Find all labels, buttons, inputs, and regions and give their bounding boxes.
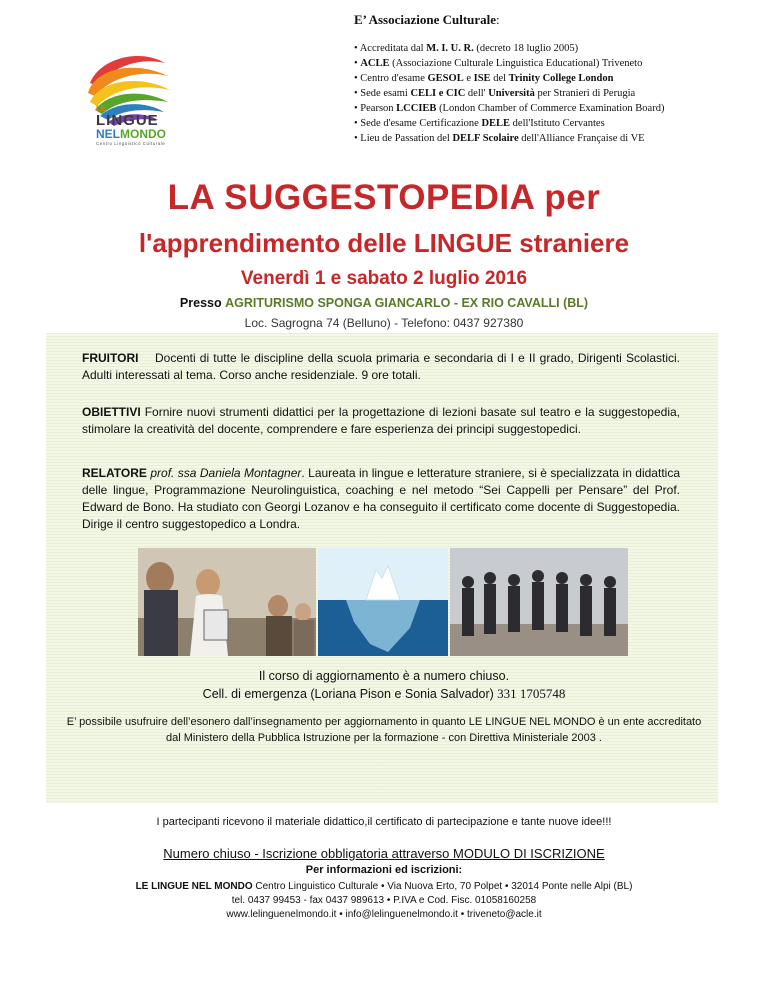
- group-circle-photo: [450, 548, 628, 656]
- course-closed-info: [0, 668, 768, 703]
- logo-le: LE: [96, 104, 107, 113]
- contact-line-3[interactable]: www.lelinguenelmondo.it • info@lelinguenelmondo.it • triveneto@acle.it: [226, 909, 542, 920]
- obiettivi-section: OBIETTIVI Fornire nuovi strumenti didattici per la progettazione di lezioni basate sul teatro e la suggestopedia, stimolare la creatività del docente, comprendere e fare esperienza dei principi suggestopedici.: [82, 405, 680, 436]
- list-item: • Centro d'esame GESOL e ISE del Trinity College London: [354, 73, 614, 84]
- registration-link[interactable]: Numero chiuso - Iscrizione obbligatoria attraverso MODULO DI ISCRIZIONE: [163, 846, 605, 861]
- event-title: LA SUGGESTOPEDIA per: [167, 178, 601, 217]
- list-item: • Sede d'esame Certificazione DELE dell'Istituto Cervantes: [354, 118, 605, 129]
- logo-mondo: MONDO: [120, 127, 166, 141]
- logo-nel: NEL: [96, 127, 120, 141]
- esonero-note: E’ possibile usufruire dell’esonero dall’insegnamento per aggiornamento in quanto LE LINGUE NEL MONDO è un ente accreditato dal Ministero della Pubblica Istruzione per la formazione - con Direttiva Ministeriale 2003 .: [66, 716, 702, 744]
- contact-line-1: LE LINGUE NEL MONDO Centro Linguistico Culturale • Via Nuova Erto, 70 Polpet • 32014 Ponte nelle Alpi (BL): [135, 881, 633, 892]
- contact-line-2: tel. 0437 99453 - fax 0437 989613 • P.IVA e Cod. Fisc. 01058160258: [231, 895, 537, 906]
- accreditation-list: [354, 41, 754, 146]
- classroom-photo: [138, 548, 316, 656]
- contact-info: [0, 880, 768, 922]
- logo-lingue: LINGUE: [96, 112, 159, 129]
- closed-line: Il corso di aggiornamento è a numero chiuso.: [258, 669, 510, 683]
- header: [0, 0, 768, 165]
- logo-nelmondo: [96, 128, 166, 141]
- logo-wordmark: [96, 104, 166, 146]
- event-address: Loc. Sagrogna 74 (Belluno) - Telefono: 0437 927380: [244, 316, 524, 330]
- fruitori-section: FRUITORI Docenti di tutte le discipline della scuola primaria e secondaria di I e II grado, Dirigenti Scolastici. Adulti interessati al tema. Corso anche residenziale. 9 ore totali.: [82, 351, 680, 382]
- association-info: [354, 12, 754, 146]
- iceberg-photo: [318, 548, 448, 656]
- list-item: • Sede esami CELI e CIC dell' Università per Stranieri di Perugia: [354, 88, 636, 99]
- list-item: • Lieu de Passation del DELF Scolaire dell'Alliance Française di VE: [354, 133, 645, 144]
- photo-strip: [138, 548, 628, 656]
- list-item: • Accreditata dal M. I. U. R. (decreto 18 luglio 2005): [354, 43, 579, 54]
- logo-subtitle: Centro Linguistico Culturale: [96, 141, 166, 146]
- materials-note: I partecipanti ricevono il materiale didattico,il certificato di partecipazione e tante nuove idee!!!: [156, 816, 612, 828]
- event-subtitle: l'apprendimento delle LINGUE straniere: [138, 228, 630, 258]
- list-item: • ACLE (Associazione Culturale Linguistica Educational) Triveneto: [354, 58, 643, 69]
- list-item: • Pearson LCCIEB (London Chamber of Commerce Examination Board): [354, 103, 665, 114]
- event-dates: Venerdì 1 e sabato 2 luglio 2016: [240, 268, 528, 289]
- event-venue: Presso AGRITURISMO SPONGA GIANCARLO - EX RIO CAVALLI (BL): [179, 296, 589, 310]
- info-title: Per informazioni ed iscrizioni:: [305, 864, 463, 876]
- association-title: E’ Associazione Culturale:: [354, 12, 500, 27]
- emergency-contact: Cell. di emergenza (Loriana Pison e Sonia Salvador) 331 1705748: [202, 686, 566, 701]
- relatore-section: RELATORE prof. ssa Daniela Montagner. Laureata in lingue e letterature straniere, si è specializzata in didattica delle lingue, Programmazione Neurolinguistica, coaching e nel metodo “Sei Cappelli per Pensare” del Prof. Edward de Bono. Ha studiato con Georgi Lozanov e ha conseguito il certificato come docente di Suggestopedia. Dirige il centro suggestopedico a Londra.: [82, 466, 680, 531]
